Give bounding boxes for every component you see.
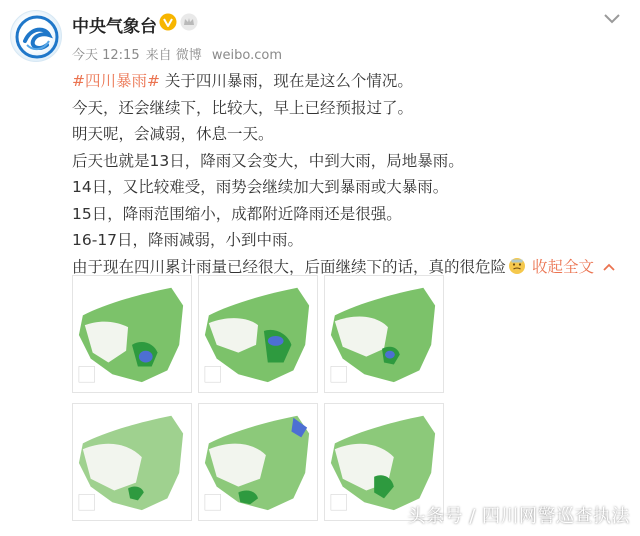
avatar[interactable] — [10, 10, 62, 62]
hashtag-link[interactable]: #四川暴雨# — [72, 72, 160, 90]
forecast-map-3[interactable] — [324, 275, 444, 393]
username[interactable]: 中央气象台 — [72, 17, 157, 37]
post-text: 由于现在四川累计雨量已经很大，后面继续下的话，真的很危险 — [72, 257, 507, 276]
image-grid — [72, 275, 634, 533]
post-body — [72, 68, 632, 280]
post-meta — [72, 44, 288, 63]
forecast-map-1[interactable] — [72, 275, 192, 393]
emoji-icon — [508, 257, 526, 275]
chevron-down-icon[interactable] — [602, 12, 622, 26]
post-text: 关于四川暴雨，现在是这么个情况。 — [159, 72, 413, 90]
verified-v-icon — [159, 13, 177, 31]
post-line-6: 15日，降雨范围缩小，成都附近降雨还是很强。 — [72, 204, 402, 223]
post-line-5: 14日，又比较难受，雨势会继续加大到暴雨或大暴雨。 — [72, 178, 449, 196]
forecast-map-2[interactable] — [198, 275, 318, 393]
post-line-4: 后天也就是13日，降雨又会变大，中到大雨，局地暴雨。 — [72, 151, 464, 170]
post-header — [0, 0, 640, 66]
rainfall-map-image — [325, 276, 443, 392]
crown-badge-icon — [180, 13, 198, 31]
post-line-1 — [72, 68, 632, 95]
post-line-2: 今天，还会继续下，比较大，早上已经预报过了。 — [72, 98, 414, 117]
rainfall-map-image — [73, 276, 191, 392]
post-line-3: 明天呢，会减弱，休息一天。 — [72, 125, 274, 143]
post-time: 今天 12:15 — [72, 48, 140, 63]
forecast-map-4[interactable] — [72, 403, 192, 521]
post-line-7: 16-17日，降雨减弱，小到中雨。 — [72, 231, 304, 249]
source-prefix: 来自 — [145, 48, 172, 63]
forecast-map-5[interactable] — [198, 403, 318, 521]
rainfall-map-image — [73, 404, 191, 520]
source-name[interactable]: 微博 — [175, 48, 202, 63]
source-site[interactable]: weibo.com — [211, 48, 283, 63]
rainfall-map-image — [199, 276, 317, 392]
cma-logo-icon — [11, 11, 63, 63]
collapse-text-link[interactable]: 收起全文 — [532, 257, 595, 276]
chevron-up-icon[interactable] — [602, 262, 616, 272]
watermark-text: 头条号 / 四川网警巡查执法 — [407, 506, 630, 527]
rainfall-map-image — [199, 404, 317, 520]
